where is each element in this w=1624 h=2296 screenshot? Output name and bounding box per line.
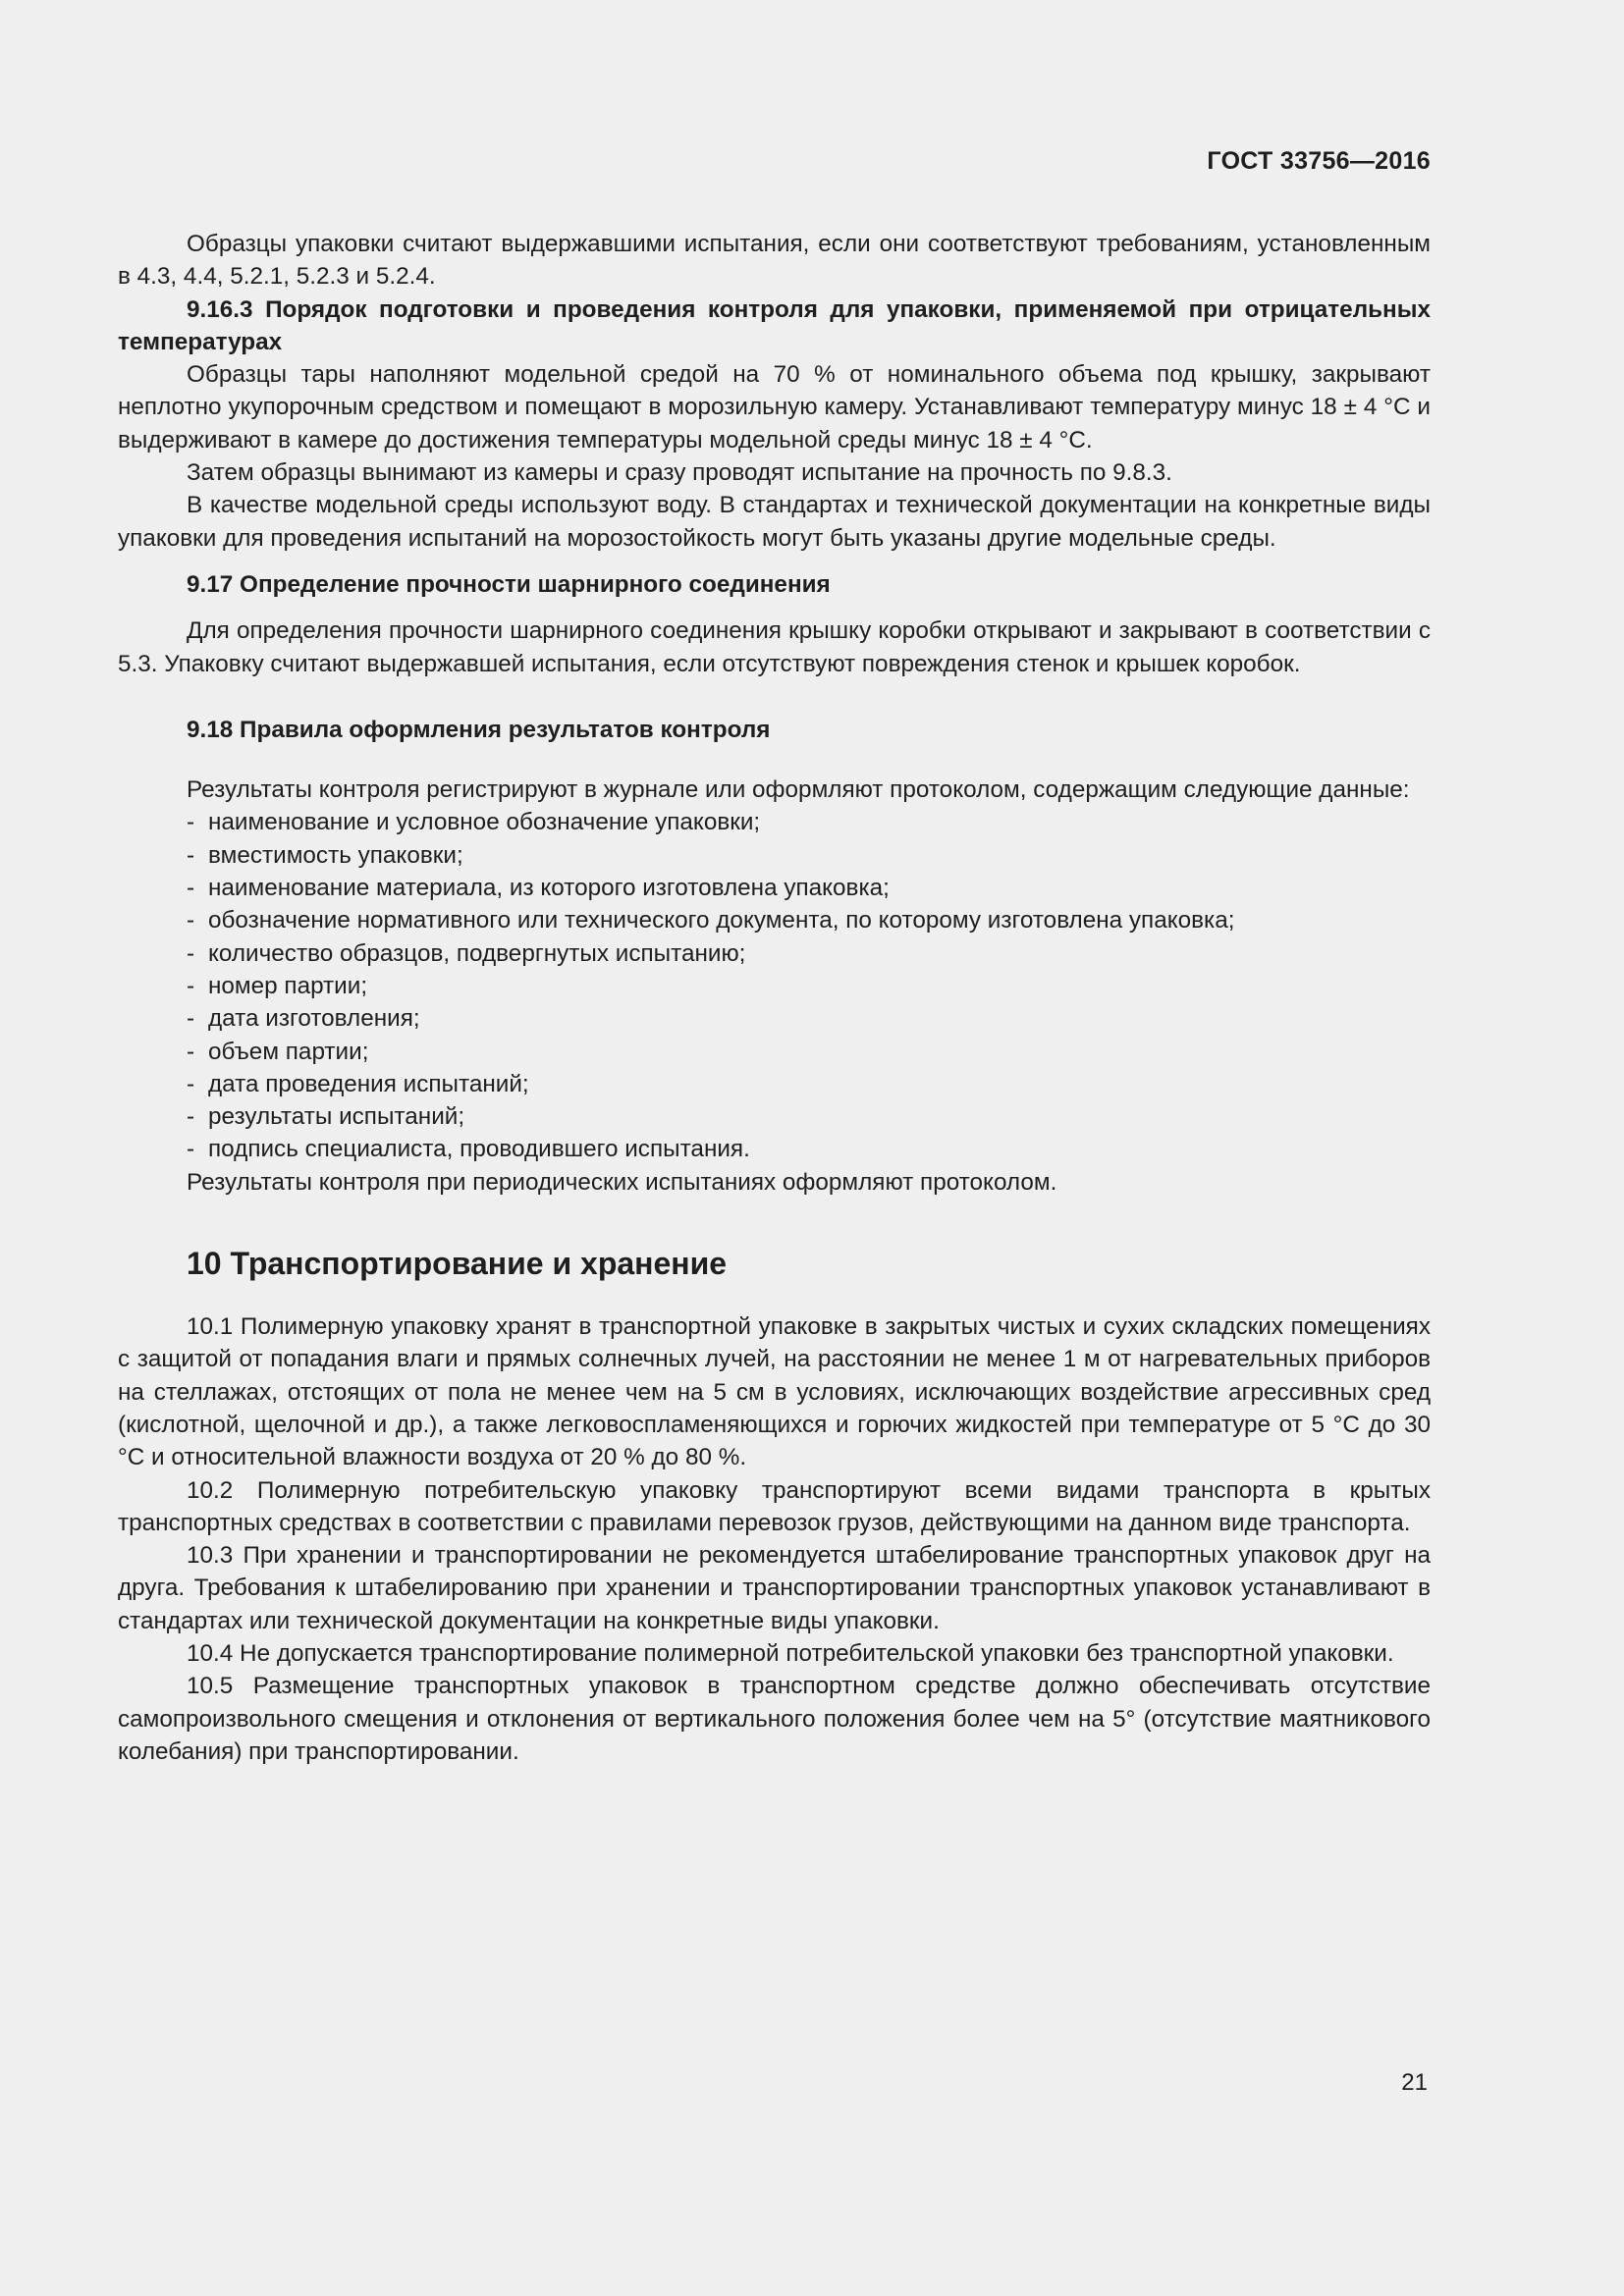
list-dash: - xyxy=(187,875,195,902)
paragraph-freezer-prep: Образцы тары наполняют модельной средой на 70 % от номинального объема под крышку, закрывают неплотно укупорочным средством и помещают в морозильную камеру. Устанавливают температуру минус 18 ± 4 °С и выдерживают в камере до достижения температуры модельной среды минус 18 ± 4 °С. xyxy=(118,361,1431,454)
list-item xyxy=(187,1133,1431,1165)
paragraph-periodic-tests: Результаты контроля при периодических испытаниях оформляют протоколом. xyxy=(187,1168,1057,1196)
list-item-text: обозначение нормативного или технического документа, по которому изготовлена упаковка; xyxy=(208,907,1235,934)
list-dash: - xyxy=(187,907,195,934)
list-dash: - xyxy=(187,1005,195,1033)
page-number: 21 xyxy=(1401,2069,1428,2096)
paragraph-model-medium: В качестве модельной среды используют воду. В стандартах и технической документации на конкретные виды упаковки для проведения испытаний на морозостойкость могут быть указаны другие модельные среды. xyxy=(118,492,1431,552)
list-item-text: дата проведения испытаний; xyxy=(208,1070,529,1097)
paragraph-acceptance: Образцы упаковки считают выдержавшими испытания, если они соответствуют требованиям, установленным в 4.3, 4.4, 5.2.1, 5.2.3 и 5.2.4. xyxy=(118,231,1431,291)
list-item xyxy=(187,1036,1431,1068)
list-item-text: объем партии; xyxy=(208,1038,369,1065)
list-item xyxy=(187,872,1431,904)
section-9-16-3-title: 9.16.3 Порядок подготовки и проведения контроля для упаковки, применяемой при отрицательных температурах xyxy=(118,295,1431,355)
list-dash: - xyxy=(187,1103,195,1131)
list-item xyxy=(187,806,1431,838)
paragraph-10-5: 10.5 Размещение транспортных упаковок в транспортном средстве должно обеспечивать отсутствие самопроизвольного смещения и отклонения от вертикального положения более чем на 5° (отсутствие маятникового колебания) при транспортировании. xyxy=(118,1673,1431,1765)
list-item xyxy=(187,937,1431,970)
page-body xyxy=(118,228,1431,1768)
list-dash: - xyxy=(187,1038,195,1065)
paragraph-10-4: 10.4 Не допускается транспортирование полимерной потребительской упаковки без транспортной упаковки. xyxy=(187,1639,1394,1667)
results-data-list xyxy=(118,806,1431,1165)
section-10-title: 10 Транспортирование и хранение xyxy=(187,1246,728,1282)
paragraph-10-1: 10.1 Полимерную упаковку хранят в транспортной упаковке в закрытых чистых и сухих складских помещениях с защитой от попадания влаги и прямых солнечных лучей, на расстоянии не менее 1 м от нагревательных приборов на стеллажах, отстоящих от пола не менее чем на 5 см в условиях, исключающих воздействие агрессивных сред (кислотной, щелочной и др.), а также легковоспламеняющихся и горючих жидкостей при температуре от 5 °С до 30 °С и относительной влажности воздуха от 20 % до 80 %. xyxy=(118,1313,1431,1471)
list-item xyxy=(187,1068,1431,1100)
paragraph-strength-test: Затем образцы вынимают из камеры и сразу проводят испытание на прочность по 9.8.3. xyxy=(187,459,1172,487)
list-item-text: результаты испытаний; xyxy=(208,1103,465,1131)
document-number: ГОСТ 33756—2016 xyxy=(1207,147,1431,175)
list-dash: - xyxy=(187,809,195,836)
list-item-text: количество образцов, подвергнутых испытанию; xyxy=(208,939,746,967)
list-item xyxy=(187,904,1431,936)
paragraph-10-2: 10.2 Полимерную потребительскую упаковку транспортируют всеми видами транспорта в крытых транспортных средствах в соответствии с правилами перевозок грузов, действующими на данном виде транспорта. xyxy=(118,1476,1431,1536)
paragraph-results-record: Результаты контроля регистрируют в журнале или оформляют протоколом, содержащим следующие данные: xyxy=(187,776,1410,804)
list-dash: - xyxy=(187,972,195,999)
list-item-text: номер партии; xyxy=(208,972,368,999)
list-item xyxy=(187,1002,1431,1035)
paragraph-10-3: 10.3 При хранении и транспортировании не рекомендуется штабелирование транспортных упаковок друг на друга. Требования к штабелированию при хранении и транспортировании транспортных упаковок устанавливают в стандартах или технической документации на конкретные виды упаковки. xyxy=(118,1542,1431,1634)
list-item-text: подпись специалиста, проводившего испытания. xyxy=(208,1136,750,1163)
list-item-text: наименование и условное обозначение упаковки; xyxy=(208,809,761,836)
list-item-text: дата изготовления; xyxy=(208,1005,420,1033)
list-item xyxy=(187,839,1431,872)
list-dash: - xyxy=(187,1136,195,1163)
section-9-17-title: 9.17 Определение прочности шарнирного соединения xyxy=(187,570,831,598)
list-item-text: наименование материала, из которого изготовлена упаковка; xyxy=(208,875,890,902)
section-9-18-title: 9.18 Правила оформления результатов контроля xyxy=(187,716,771,743)
list-dash: - xyxy=(187,939,195,967)
list-dash: - xyxy=(187,1070,195,1097)
list-item xyxy=(187,970,1431,1002)
list-item xyxy=(187,1100,1431,1133)
list-dash: - xyxy=(187,841,195,869)
list-item-text: вместимость упаковки; xyxy=(208,841,463,869)
paragraph-hinge-strength: Для определения прочности шарнирного соединения крышку коробки открывают и закрывают в соответствии с 5.3. Упаковку считают выдержавшей испытания, если отсутствуют повреждения стенок и крышек коробок. xyxy=(118,617,1431,677)
